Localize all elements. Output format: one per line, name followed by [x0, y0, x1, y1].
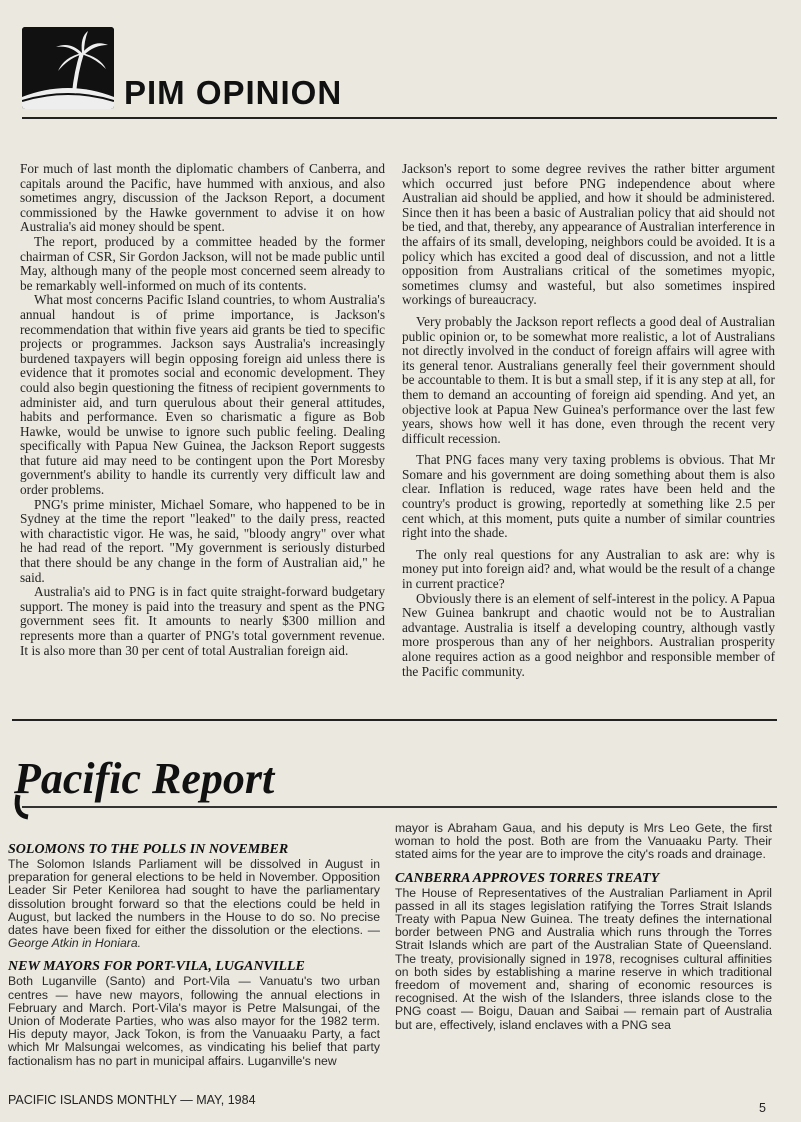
story-headline: CANBERRA APPROVES TORRES TREATY	[395, 870, 660, 886]
opinion-paragraph: Australia's aid to PNG is in fact quite straight-forward budgetary support. The money is paid into the treasury and spent as the PNG government sees fit. It amounts to nearly $300 million and represents more than a quarter of PNG's total government revenue. It is also more than 30 per cent of total Australian foreign aid.	[20, 584, 385, 658]
pim-logo	[22, 27, 114, 109]
pacific-report-masthead	[10, 745, 290, 820]
footer-publication: PACIFIC ISLANDS MONTHLY — MAY, 1984	[8, 1093, 256, 1107]
story-body: The House of Representatives of the Australian Parliament in April passed in all its stages legislation ratifying the Torres Strait Islands Treaty with Papua New Guinea. The treaty defines the international border between PNG and Australia which runs through the Torres Strait Islands which are part of the Australian State of Queensland. The treaty, provisionally signed in 1978, recognises cultural affinities on both sides by establishing a marine reserve in which traditional freedom of movement and, sharing of economic resources is recognised. At the wish of the Islanders, three islands close to the PNG coast — Boigu, Dauan and Saibai — remain part of Australia but are, effectively, island enclaves with a PNG sea	[395, 885, 772, 1032]
opinion-paragraph: The only real questions for any Australian to ask are: why is money put into foreign aid? and, what would be the result of a change in current practice?	[402, 546, 775, 592]
opinion-paragraph: That PNG faces many very taxing problems is obvious. That Mr Somare and his government are doing something about them is also clear. Inflation is reduced, wage rates have been held and the country's product is growing, reportedly at something like 2.5 per cent which, at this moment, puts quite a number of similar countries right into the shade.	[402, 452, 775, 541]
opinion-paragraph: Jackson's report to some degree revives the rather bitter argument which occurred just before PNG independence about where Australian aid should be applied, and how it should be administered. Since then it has been a basic of Australian policy that aid should not be tied, and that, thereby, any appearance of Australian interference in the affairs of its small, developing, neighbors could be avoided. It is a policy which has excited a good deal of discussion, and not a little opposition from Australians critical of the sometimes myopic, sometimes clumsy and wasteful, but also sometimes inspired workings of bureaucracy.	[402, 161, 775, 308]
opinion-paragraph: Very probably the Jackson report reflects a good deal of Australian public opinion or, to be somewhat more realistic, a lot of Australians not directly involved in the conduct of foreign affairs will agree with its general tenor. Australians generally feel their government should be accountable to them. It is but a small step, if it is any step at all, for them to demand an accounting of foreign aid spending. And yet, an objective look at Papua New Guinea's performance over the last few years, shows how well it has done, even through the recent very difficult recession.	[402, 313, 775, 446]
opinion-paragraph: Obviously there is an element of self-interest in the policy. A Papua New Guinea bankrupt and chaotic would not be to Australian advantage. Australia is itself a developing country, although vastly more prosperous than any of her neighbors. Australian prosperity alone requires action as a good neighbor and responsible member of the Pacific community.	[402, 590, 775, 679]
story-headline: SOLOMONS TO THE POLLS IN NOVEMBER	[8, 842, 289, 857]
opinion-column-left	[20, 162, 385, 658]
opinion-paragraph: What most concerns Pacific Island countries, to whom Australia's annual handout is of prime importance, is Jackson's recommendation that within five years aid grants be tied to specific projects or programmes. Jackson says Australia's increasingly burdened taxpayers will begin opposing foreign aid unless there is evidence that it promotes social and economic development. They could also begin questioning the fitness of recipient governments to administer aid, and turn querulous about their general attitudes, habits and performance. Even so charismatic a figure as Bob Hawke, would be unwise to ignore such public feeling. Dealing specifically with Papua New Guinea, the Jackson Report suggests that future aid may need to be contingent upon the Port Moresby government's ability to handle its currently very difficult law and order problems.	[20, 292, 385, 498]
pacific-report-title: Pacific Report	[14, 754, 275, 803]
report-column-right	[395, 822, 772, 1032]
opinion-paragraph: The report, produced by a committee headed by the former chairman of CSR, Sir Gordon Jackson, will not be made public until May, although many of the people most concerned seem already to be remarkably well-informed on much of its contents.	[20, 233, 385, 293]
story-headline: NEW MAYORS FOR PORT-VILA, LUGANVILLE	[8, 959, 305, 975]
story-body-continued: mayor is Abraham Gaua, and his deputy is Mrs Leo Gete, the first woman to hold the post. Both are from the Vanuaaku Party. Their stated aims for the year are to improve the city's roads and drainage.	[395, 821, 772, 862]
header-rule	[22, 117, 777, 119]
page-title: PIM OPINION	[124, 74, 343, 111]
opinion-column-right	[402, 162, 775, 679]
opinion-paragraph: PNG's prime minister, Michael Somare, who happened to be in Sydney at the time the report "leaked" to the daily press, reacted with charactistic vigor. He was, he said, "bloody angry" over what he had read of the report. "My government is seriously disturbed that there should be any change in the form of Australian aid," he said.	[20, 496, 385, 585]
section-divider	[12, 719, 777, 721]
opinion-paragraph: For much of last month the diplomatic chambers of Canberra, and capitals around the Pacific, have hummed with anxious, and also sometimes angry, discussion of the Jackson Report, a document commissioned by the Hawke government to advise it on how Australia's aid money should be spent.	[20, 161, 385, 235]
page-number: 5	[759, 1101, 766, 1115]
palm-tree-island-logo-icon	[22, 27, 114, 109]
pacific-report-rule	[22, 806, 777, 808]
story-byline: George Atkin in Honiara.	[8, 936, 142, 951]
story-body: The Solomon Islands Parliament will be dissolved in August in preparation for general elections to be held in November. Opposition Leader Sir Peter Kenilorea had sought to have the parliamentary dissolution brought forward so that the elections could be held in August, but lacked the numbers in the House to do so. No precise dates have been fixed for either the dissolution or the elections. — George Atkin in Honiara.	[8, 857, 380, 951]
story-body: Both Luganville (Santo) and Port-Vila — Vanuatu's two urban centres — have new mayors, following the annual elections in February and March. Port-Vila's mayor is Petre Malsungai, of the Union of Moderate Parties, who was also mayor for the 1982 term. His deputy mayor, Jack Tokon, is from the Vanuaaku Party, a fact which Mr Malsungai welcomes, as vindicating his belief that party factionalism has no part in municipal affairs. Luganville's new	[8, 974, 380, 1068]
report-column-left	[8, 842, 380, 1068]
